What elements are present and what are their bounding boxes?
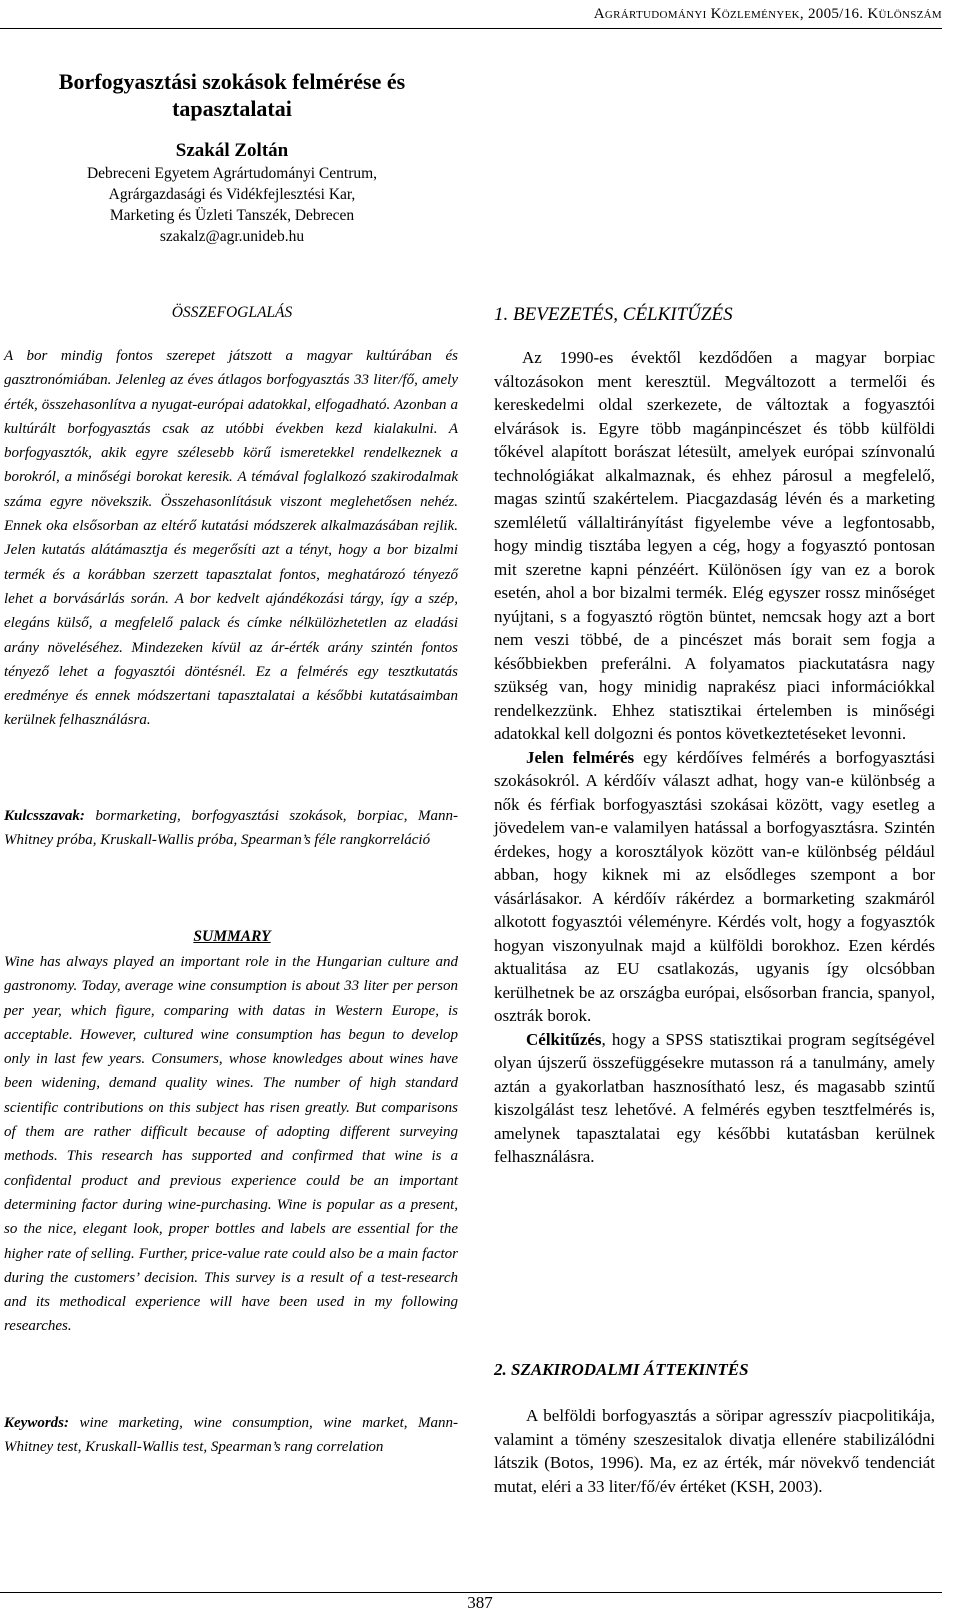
- summary-heading: SUMMARY: [193, 928, 271, 945]
- summary-keywords: [4, 1411, 458, 1460]
- header-rule: [0, 28, 942, 29]
- author-email: szakalz@agr.unideb.hu: [159, 228, 305, 245]
- affiliation-line: Marketing és Üzleti Tanszék, Debrecen: [109, 207, 355, 224]
- affiliation-line: Agrárgazdasági és Vidékfejlesztési Kar,: [108, 186, 356, 203]
- page-number: 387: [467, 1593, 493, 1612]
- keywords-list: wine marketing, wine consumption, wine market, Mann-Whitney test, Kruskall-Wallis test, Spearman’s rang correlation: [4, 1415, 458, 1456]
- section1-paragraph: Az 1990-es évektől kezdődően a magyar borpiac változásokon ment keresztül. Megváltozott a termelői és kereskedelmi oldal szerkezete, de változtak a fogyasztói elvárások is. Egyre több magánpincészet és több külföldi tőkével alapított borászat létesült, amelyek európai színvonalú technológiákat alkalmaznak, és ehhez párosul a megfelelő, magas szintű szakértelem. Piacgazdaság lévén és a marketing szemléletű vállaltirányítást figyelembe véve a legfontosabb, hogy mindig tisztába legyen a cég, hogy a fogyasztó pontosan mit szeretne kapni pénzéért. Különösen így van ez a borok esetén, ahol a bor bizalmi termék. Elég egyszer rossz minőséget nyújtani, s a fogyasztó rögtön büntet, nemcsak hogy azt a bort nem veszi többé, de a pincészet más borait sem fogja a későbbiekben preferálni. A folyamatos piackutatásra nagy szükség van, hogy minidig naprakész piaci információkkal rendelkezzünk. Ehhez statisztikai értelemben is minőségi adatokkal kell dolgozni és pontos következtetéseket levonni.: [494, 348, 935, 743]
- keywords-label: Keywords:: [4, 1415, 69, 1431]
- section1-body: [494, 346, 935, 1169]
- keywords-label: Kulcsszavak:: [4, 808, 85, 824]
- section1-paragraph: [494, 1028, 935, 1169]
- abstract-text: A bor mindig fontos szerepet játszott a magyar kultúrában és gasztronómiában. Jelenleg az éves átlagos borfogyasztás 33 liter/fő, amely érték, összehasonlítva a nyugat-európai adatokkal, elfogadható. Azonban a kultúrált borfogyasztás csak az utóbbi években kezd kialakulni. A borfogyasztók, akik egyre szélesebb körű ismeretekkel rendelkeznek a borokról, a minőségi borokat keresik. A témával foglalkozó szakirodalmak száma egyre növekszik. Összehasonlításuk viszont meglehetősen nehéz. Ennek oka elsősorban az eltérő kutatási módszerek alkalmazásában rejlik. Jelen kutatás alátámasztja és megerősíti azt a tényt, hogy a bor bizalmi termék és a korábban szerzett tapasztalat fontos, meghatározó tényező lehet a borvásárlás során. A bor kedvelt ajándékozási tárgy, így a szép, elegáns külső, a megfelelő palack és címke nélkülözhetetlen az eladási arány növeléséhez. Mindezeken kívül az ár-érték arány szintén fontos tényező lehet a fogyasztói döntésnél. Ez a felmérés egy tesztkutatás eredménye és ennek módszertani tapasztalatai a későbbi kutatásaimban kerülnek felhasználásra.: [4, 348, 458, 729]
- bold-lead: Jelen felmérés: [526, 747, 635, 767]
- keywords-list: bormarketing, borfogyasztási szokások, borpiac, Mann-Whitney próba, Kruskall-Wallis próba, Spearman’s féle rangkorreláció: [4, 808, 458, 849]
- section2-heading: 2. SZAKIRODALMI ÁTTEKINTÉS: [494, 1360, 749, 1379]
- abstract-keywords: [4, 804, 458, 853]
- paragraph-text: , hogy a SPSS statisztikai program segítségével olyan újszerű összefüggésekre mutasson rá a tanulmány, amely aztán a gyakorlatban hasznosítható lesz, és magasabb szintű kiszolgálást tesz lehetővé. A felmérés egyben tesztfelmérés is, amelynek tapasztalatai egy későbbi kutatásban kerülnek felhasználásra.: [494, 1029, 935, 1166]
- summary-text: Wine has always played an important role in the Hungarian culture and gastronomy. Today, average wine consumption is about 33 liter per person per year, which figure, comparing with datas in Western Europe, is acceptable. However, cultured wine consumption has begun to develop only in last few years. Consumers, whose knowledges about wines have been widening, demand quality wines. The number of high standard scientific contributions on this subject has risen greatly. But comparisons of them are rather difficult because of adopting different surveying methods. This research has supported and confirmed that wine is a confidental product and previous experience could be an important determining factor during wine-purchasing. Wine is popular as a present, so the nice, elegant look, proper bottles and labels are essential for the higher rate of selling. Further, price-value rate could also be a main factor during the customers’ decision. This survey is a result of a test-research and its methodical experience will have been used in my following researches.: [4, 954, 458, 1335]
- author-affiliation: [0, 163, 464, 247]
- section1-paragraph: [494, 746, 935, 1028]
- journal-header: Agrártudományi Közlemények, 2005/16. Különszám: [593, 6, 942, 22]
- paper-title-line2: tapasztalatai: [172, 96, 292, 121]
- abstract-heading: ÖSSZEFOGLALÁS: [171, 304, 293, 321]
- affiliation-line: Debreceni Egyetem Agrártudományi Centrum,: [86, 165, 378, 182]
- section2-body: [494, 1404, 935, 1498]
- author-name: Szakál Zoltán: [175, 140, 289, 161]
- bold-lead: Célkitűzés: [526, 1029, 602, 1049]
- paper-title: [0, 68, 464, 122]
- paper-title-line1: Borfogyasztási szokások felmérése és: [58, 69, 406, 94]
- section1-heading: 1. BEVEZETÉS, CÉLKITŰZÉS: [494, 304, 733, 325]
- paragraph-text: egy kérdőíves felmérés a borfogyasztási szokásokról. A kérdőív választ adhat, hogy van-e különbség a nők és férfiak borfogyasztási szokásai között, vagy esetleg a jövedelem van-e valamilyen hatással a borfogyasztásra. Szintén érdekes, hogy a korosztályok között van-e különbség például abban, hogy kiknek mi az elsődleges szempont a bor vásárlásakor. A kérdőív rákérdez a bormarketing szakmáról alkotott fogyasztói véleményre. Kérdés volt, hogy a fogyasztók hogyan viszonyulnak majd a külföldi borokhoz. Ezen kérdés aktualitása az EU csatlakozás, ugyanis így olcsóbban kerülhetnek be az országba európai, elsősorban francia, spanyol, osztrák borok.: [494, 747, 935, 1025]
- section2-paragraph: A belföldi borfogyasztás a söripar agresszív piacpolitikája, valamint a tömény szeszesitalok divatja ellenére stabilizálódni látszik (Botos, 1996). Ma, ez az érték, már növekvő tendenciát mutat, eléri a 33 liter/fő/év értéket (KSH, 2003).: [494, 1406, 935, 1496]
